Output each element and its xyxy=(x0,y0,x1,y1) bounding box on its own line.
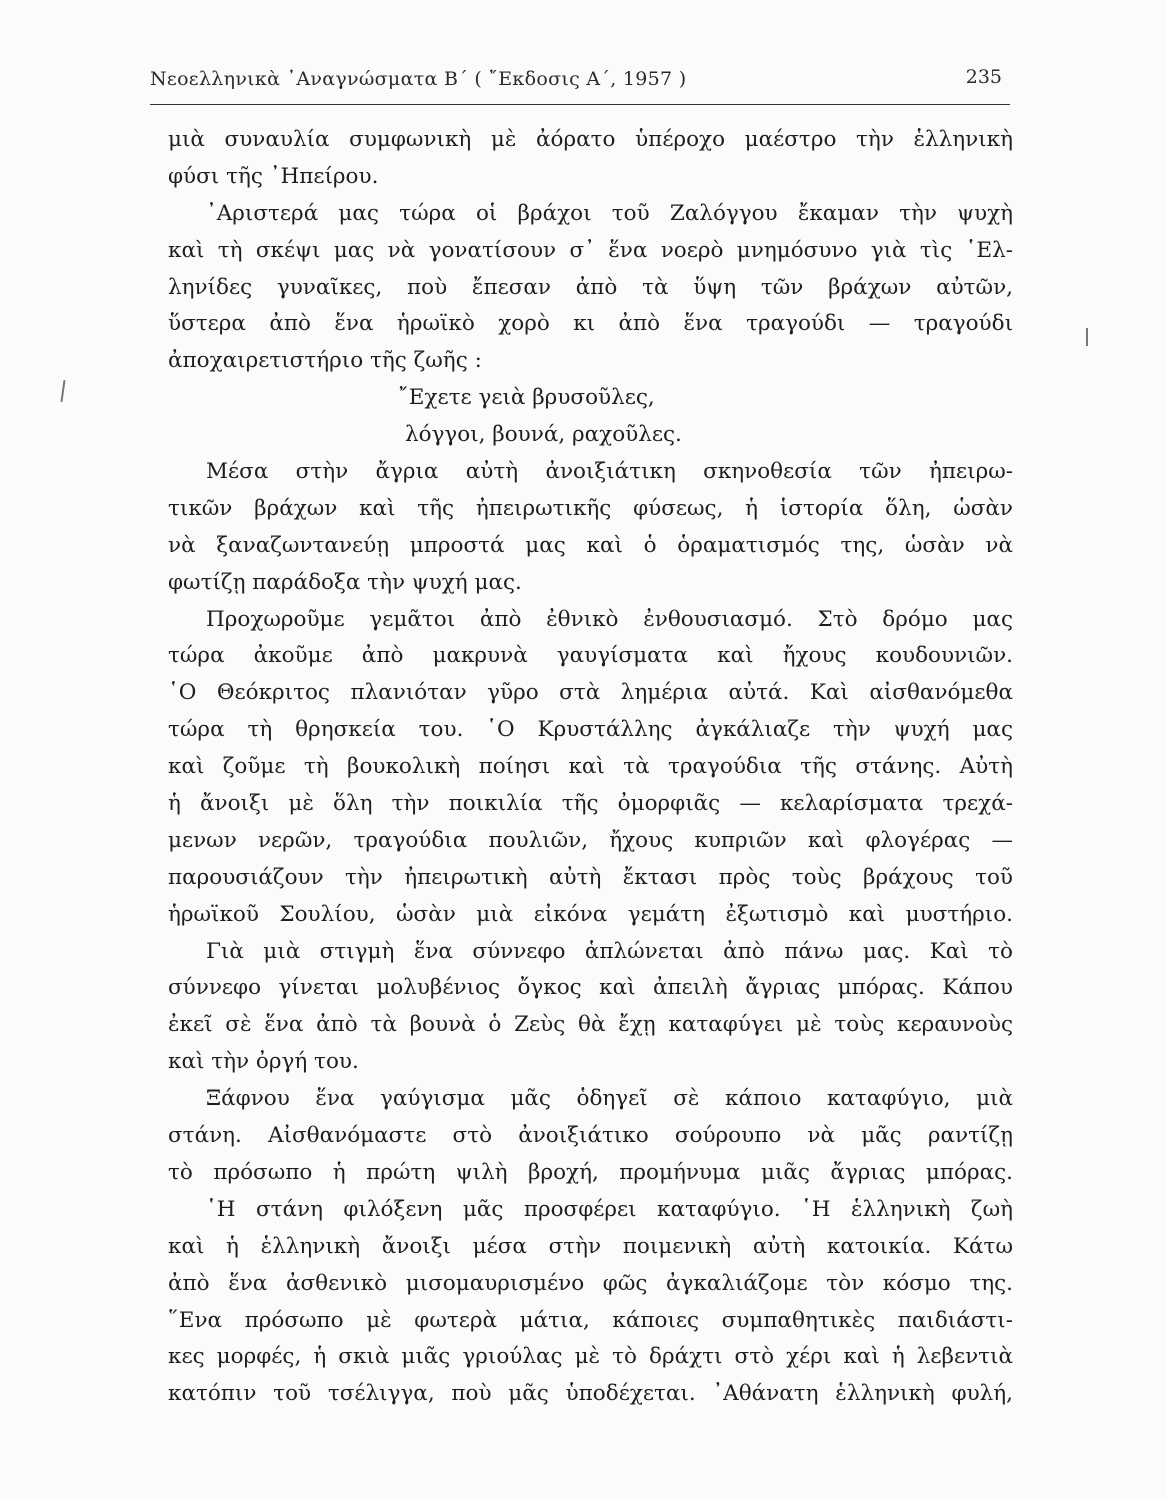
text-line: κατόπιν τοῦ τσέλιγγα, ποὺ μᾶς ὑποδέχεται. ᾿Αθάνατη ἑλληνικὴ φυλή, xyxy=(168,1381,1013,1407)
text-line: παρουσιάζουν τὴν ἠπειρωτικὴ αὐτὴ ἔκτασι πρὸς τοὺς βράχους τοῦ xyxy=(168,864,1013,890)
scan-mark xyxy=(1086,328,1088,346)
text-line: Γιὰ μιὰ στιγμὴ ἕνα σύννεφο ἁπλώνεται ἀπὸ πάνω μας. Καὶ τὸ xyxy=(206,938,1013,964)
text-line: ληνίδες γυναῖκες, ποὺ ἔπεσαν ἀπὸ τὰ ὕψη τῶν βράχων αὐτῶν, xyxy=(168,274,1013,300)
text-line: μενων νερῶν, τραγούδια πουλιῶν, ἤχους κυπριῶν καὶ φλογέρας — xyxy=(168,827,1013,853)
text-line: νὰ ξαναζωντανεύῃ μπροστά μας καὶ ὁ ὁραματισμός της, ὡσὰν νὰ xyxy=(168,532,1013,558)
text-line: καὶ τὴ σκέψι μας νὰ γονατίσουν σ᾿ ἕνα νοερὸ μνημόσυνο γιὰ τὶς ῾Ελ- xyxy=(168,237,1013,263)
text-line: μιὰ συναυλία συμφωνικὴ μὲ ἀόρατο ὑπέροχο μαέστρο τὴν ἑλληνικὴ xyxy=(168,127,1013,152)
text-line: τὸ πρόσωπο ἡ πρώτη ψιλὴ βροχή, προμήνυμα μιᾶς ἄγριας μπόρας. xyxy=(168,1159,1013,1185)
text-line: σύννεφο γίνεται μολυβένιος ὄγκος καὶ ἀπειλὴ ἄγριας μπόρας. Κάπου xyxy=(168,975,1013,1001)
text-line: καὶ ἡ ἑλληνικὴ ἄνοιξι μέσα στὴν ποιμενικὴ αὐτὴ κατοικία. Κάτω xyxy=(168,1233,1013,1259)
scan-mark xyxy=(60,380,65,402)
text-line: ῞Ενα πρόσωπο μὲ φωτερὰ μάτια, κάποιες συμπαθητικὲς παιδιάστι- xyxy=(168,1307,1013,1333)
text-line: φωτίζῃ παράδοξα τὴν ψυχή μας. xyxy=(168,569,522,595)
text-line: ῾Ο Θεόκριτος πλανιόταν γῦρο στὰ λημέρια αὐτά. Καὶ αἰσθανόμεθα xyxy=(168,680,1013,706)
verse-line: λόγγοι, βουνά, ραχοῦλες. xyxy=(405,422,682,448)
text-line: ἡ ἄνοιξι μὲ ὅλη τὴν ποικιλία τῆς ὀμορφιᾶς — κελαρίσματα τρεχά- xyxy=(168,791,1013,817)
text-line: ἀπὸ ἕνα ἀσθενικὸ μισομαυρισμένο φῶς ἀγκαλιάζομε τὸν κόσμο της. xyxy=(168,1270,1013,1296)
text-line: ἀποχαιρετιστήριο τῆς ζωῆς : xyxy=(168,348,482,374)
text-line: καὶ τὴν ὀργή του. xyxy=(168,1049,359,1075)
text-line: κες μορφές, ἡ σκιὰ μιᾶς γριούλας μὲ τὸ δράχτι στὸ χέρι καὶ ἡ λεβεντιὰ xyxy=(168,1344,1013,1370)
running-head: Νεοελληνικὰ ᾿Αναγνώσματα Β΄ ( ῎Εκδοσις Α΄, 1957 ) xyxy=(150,68,687,90)
page-number: 235 xyxy=(965,66,1002,88)
text-line: τικῶν βράχων καὶ τῆς ἠπειρωτικῆς φύσεως, ἡ ἱστορία ὅλη, ὡσὰν xyxy=(168,495,1013,521)
text-line: Προχωροῦμε γεμᾶτοι ἀπὸ ἐθνικὸ ἐνθουσιασμό. Στὸ δρόμο μας xyxy=(206,606,1013,632)
page-header xyxy=(150,58,1010,105)
text-line: ῾Η στάνη φιλόξενη μᾶς προσφέρει καταφύγιο. ῾Η ἑλληνικὴ ζωὴ xyxy=(206,1196,1013,1222)
text-line: τώρα ἀκοῦμε ἀπὸ μακρυνὰ γαυγίσματα καὶ ἤχους κουδουνιῶν. xyxy=(168,643,1013,669)
verse-line: ῎Εχετε γειὰ βρυσοῦλες, xyxy=(398,385,655,411)
text-line: ἐκεῖ σὲ ἕνα ἀπὸ τὰ βουνὰ ὁ Ζεὺς θὰ ἔχῃ καταφύγει μὲ τοὺς κεραυνοὺς xyxy=(168,1012,1013,1038)
text-line: ᾿Αριστερά μας τώρα οἱ βράχοι τοῦ Ζαλόγγου ἔκαμαν τὴν ψυχὴ xyxy=(206,200,1013,226)
text-line: ὕστερα ἀπὸ ἕνα ἡρωϊκὸ χορὸ κι ἀπὸ ἕνα τραγούδι — τραγούδι xyxy=(168,311,1013,337)
text-line: Ξάφνου ἕνα γαύγισμα μᾶς ὁδηγεῖ σὲ κάποιο καταφύγιο, μιὰ xyxy=(206,1086,1013,1112)
page-body xyxy=(168,122,1013,1413)
text-line: τώρα τὴ θρησκεία του. ῾Ο Κρυστάλλης ἀγκάλιαζε τὴν ψυχή μας xyxy=(168,717,1013,743)
text-line: ἡρωϊκοῦ Σουλίου, ὡσὰν μιὰ εἰκόνα γεμάτη ἐξωτισμὸ καὶ μυστήριο. xyxy=(168,901,1013,927)
text-line: στάνη. Αἰσθανόμαστε στὸ ἀνοιξιάτικο σούρουπο νὰ μᾶς ραντίζῃ xyxy=(168,1123,1013,1149)
text-line: φύσι τῆς ᾿Ηπείρου. xyxy=(168,163,379,189)
text-line: Μέσα στὴν ἄγρια αὐτὴ ἀνοιξιάτικη σκηνοθεσία τῶν ἠπειρω- xyxy=(206,459,1013,485)
text-line: καὶ ζοῦμε τὴ βουκολικὴ ποίησι καὶ τὰ τραγούδια τῆς στάνης. Αὐτὴ xyxy=(168,754,1013,780)
